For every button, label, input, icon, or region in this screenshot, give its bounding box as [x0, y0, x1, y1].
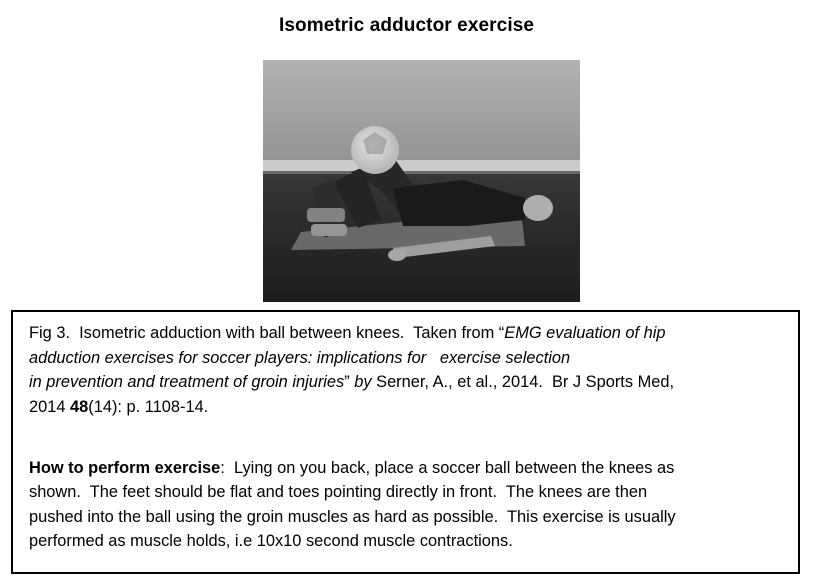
exercise-photo-illustration	[263, 60, 580, 302]
article-title-part-1: EMG evaluation of hip	[504, 324, 666, 342]
by-word: by	[354, 373, 372, 391]
instructions	[29, 456, 782, 554]
quote-close: ”	[344, 373, 355, 391]
citation-volume: 48	[70, 397, 89, 416]
article-title-part-2: adduction exercises for soccer players: implications for exercise selection	[29, 348, 571, 367]
caption-box	[11, 310, 800, 574]
spacer	[29, 419, 782, 444]
instructions-text-1: Lying on you back, place a soccer ball between the knees as	[233, 458, 675, 477]
instructions-heading: How to perform exercise	[29, 458, 221, 477]
citation-year: 2014	[29, 397, 71, 416]
instructions-line-2: shown. The feet should be flat and toes pointing directly in front. The knees are then	[29, 483, 648, 501]
fig-label: Fig 3. Isometric adduction with ball between knees. Taken from “	[29, 324, 505, 342]
authors: Serner, A., et al., 2014. Br J Sports Med,	[371, 373, 675, 391]
article-title-part-3: in prevention and treatment of groin injuries	[29, 373, 345, 391]
caption-line-1	[29, 321, 782, 346]
instructions-heading-colon: :	[220, 458, 234, 477]
exercise-photo	[263, 60, 580, 302]
caption-line-4	[29, 395, 782, 420]
instructions-line-4: performed as muscle holds, i.e 10x10 second muscle contractions.	[29, 532, 513, 550]
instructions-line-3: pushed into the ball using the groin muscles as hard as possible. This exercise is usually	[29, 507, 676, 526]
instructions-line-1	[29, 456, 782, 481]
page-title: Isometric adductor exercise	[278, 15, 535, 36]
figure-caption	[29, 321, 782, 419]
caption-line-3	[29, 370, 782, 395]
citation-issue-pages: (14): p. 1108-14.	[88, 397, 209, 416]
